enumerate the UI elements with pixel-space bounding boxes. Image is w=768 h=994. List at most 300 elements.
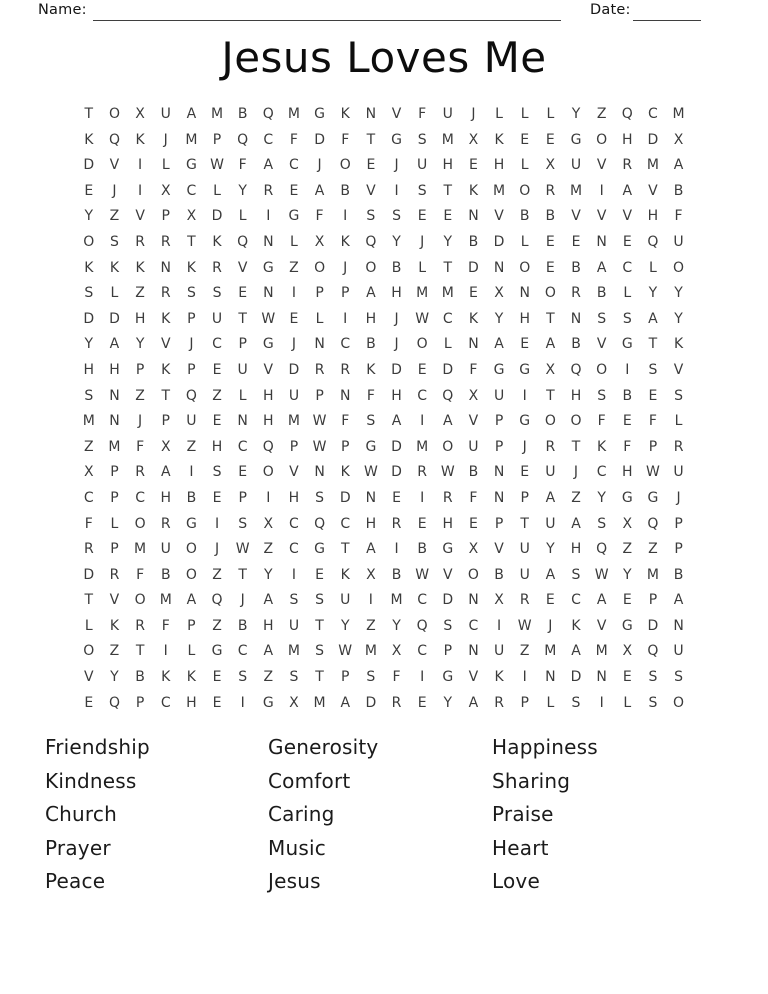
grid-letter: Q (262, 106, 274, 122)
grid-letter: M (441, 131, 454, 148)
grid-letter: F (289, 131, 298, 148)
grid-letter: J (394, 336, 399, 353)
grid-letter: D (442, 361, 454, 378)
word-list-item: Jesus (268, 869, 321, 894)
grid-letter: L (495, 106, 503, 122)
grid-letter: G (621, 336, 633, 353)
grid-letter: I (240, 694, 245, 711)
grid-letter: K (494, 131, 504, 148)
grid-letter: T (135, 643, 145, 660)
grid-letter: E (84, 694, 94, 711)
grid-letter: K (186, 669, 196, 686)
grid-letter: X (160, 182, 171, 199)
grid-letter: H (442, 157, 454, 174)
grid-letter: C (596, 464, 607, 481)
grid-letter: M (569, 182, 583, 199)
grid-letter: M (595, 643, 608, 660)
grid-letter: K (212, 233, 222, 250)
grid-letter: I (599, 182, 604, 199)
grid-letter: K (571, 617, 581, 634)
grid-letter: M (134, 541, 147, 558)
grid-letter: N (570, 310, 582, 327)
grid-letter: N (596, 669, 607, 686)
grid-letter: M (82, 413, 95, 430)
grid-letter: S (571, 566, 581, 583)
grid-letter: H (391, 285, 402, 302)
grid-letter: L (546, 694, 555, 711)
grid-letter: U (186, 413, 197, 430)
grid-letter: V (237, 259, 248, 276)
page-title: Jesus Loves Me (221, 33, 547, 82)
grid-letter: L (418, 259, 427, 276)
grid-letter: E (212, 361, 222, 378)
grid-letter: E (212, 669, 222, 686)
grid-letter: W (594, 566, 609, 583)
grid-letter: S (315, 643, 325, 660)
grid-letter: G (262, 259, 274, 276)
grid-letter: J (163, 131, 168, 148)
grid-letter: W (261, 310, 276, 327)
grid-letter: A (596, 259, 607, 276)
grid-letter: N (468, 643, 479, 660)
grid-row (76, 665, 692, 691)
grid-letter: Y (622, 566, 632, 583)
grid-letter: C (622, 259, 633, 276)
grid-letter: Z (109, 643, 120, 660)
grid-letter: L (84, 617, 93, 634)
grid-letter: S (366, 669, 376, 686)
grid-letter: P (315, 387, 324, 404)
grid-letter: G (185, 515, 197, 532)
grid-letter: T (520, 515, 529, 532)
word-list-item: Church (45, 802, 117, 827)
grid-letter: B (391, 259, 402, 276)
grid-letter: J (420, 233, 425, 250)
grid-letter: X (468, 541, 479, 558)
grid-letter: Z (289, 259, 299, 276)
grid-letter: Y (648, 285, 658, 302)
grid-letter: G (493, 361, 505, 378)
grid-letter: P (289, 438, 299, 455)
grid-letter: Q (108, 694, 120, 711)
grid-row (76, 614, 692, 640)
grid-letter: P (341, 438, 350, 455)
grid-letter: L (623, 694, 632, 711)
grid-letter: U (211, 310, 223, 327)
grid-letter: O (673, 694, 685, 711)
grid-letter: U (160, 541, 171, 558)
grid-letter: V (289, 464, 299, 481)
grid-letter: I (394, 541, 399, 558)
grid-letter: F (315, 208, 324, 225)
grid-letter: E (545, 592, 555, 609)
grid-letter: S (84, 285, 94, 302)
grid-letter: Y (571, 106, 581, 122)
grid-letter: K (673, 336, 684, 353)
grid-letter: Q (442, 387, 454, 404)
grid-row (76, 332, 692, 358)
grid-letter: L (546, 106, 555, 122)
grid-letter: S (674, 387, 683, 404)
name-label: Name: (38, 2, 87, 18)
grid-letter: E (212, 489, 222, 506)
grid-letter: Z (84, 438, 94, 455)
grid-letter: R (391, 515, 402, 532)
grid-letter: S (648, 361, 658, 378)
grid-letter: X (622, 515, 633, 532)
grid-letter: Q (647, 515, 659, 532)
grid-letter: D (211, 208, 223, 225)
grid-letter: K (340, 464, 350, 481)
grid-letter: G (647, 489, 659, 506)
grid-letter: U (519, 541, 530, 558)
grid-letter: L (290, 233, 298, 250)
grid-letter: A (263, 157, 274, 174)
grid-letter: X (468, 131, 479, 148)
grid-letter: A (366, 541, 376, 558)
grid-letter: D (288, 361, 300, 378)
grid-row (76, 409, 692, 435)
grid-letter: H (442, 515, 454, 532)
grid-letter: U (673, 643, 684, 660)
grid-letter: V (596, 336, 607, 353)
grid-letter: O (544, 285, 556, 302)
grid-letter: P (187, 310, 196, 327)
grid-letter: D (493, 233, 505, 250)
grid-letter: V (263, 361, 274, 378)
grid-letter: V (494, 541, 504, 558)
grid-letter: E (520, 131, 530, 148)
grid-letter: O (519, 259, 531, 276)
grid-letter: O (83, 643, 95, 660)
grid-letter: I (368, 592, 373, 609)
grid-letter: Y (135, 336, 145, 353)
grid-letter: X (186, 208, 197, 225)
grid-letter: J (291, 336, 297, 353)
grid-letter: A (366, 285, 376, 302)
grid-letter: B (186, 489, 197, 506)
grid-letter: A (622, 182, 633, 199)
grid-letter: N (109, 387, 120, 404)
grid-letter: R (135, 464, 145, 481)
grid-letter: X (391, 643, 402, 660)
grid-letter: K (340, 233, 350, 250)
grid-row (76, 307, 692, 333)
grid-letter: N (596, 233, 607, 250)
grid-letter: P (187, 361, 196, 378)
grid-letter: I (138, 157, 143, 174)
grid-letter: E (392, 489, 401, 506)
word-list-item: Love (492, 869, 540, 894)
grid-letter: I (420, 669, 425, 686)
grid-letter: B (237, 106, 248, 122)
grid-letter: N (314, 336, 325, 353)
grid-letter: C (263, 131, 274, 148)
word-list-item: Generosity (268, 735, 379, 759)
grid-letter: Q (314, 515, 326, 532)
grid-letter: B (519, 208, 530, 225)
grid-row (76, 537, 692, 563)
grid-letter: F (674, 208, 683, 225)
grid-letter: E (545, 259, 555, 276)
grid-letter: B (237, 617, 248, 634)
word-list-item: Comfort (268, 768, 351, 793)
grid-letter: J (394, 157, 399, 174)
grid-letter: C (160, 694, 171, 711)
grid-letter: V (494, 208, 504, 225)
grid-letter: U (545, 464, 556, 481)
grid-letter: Q (647, 233, 659, 250)
grid-letter: Q (237, 233, 249, 250)
grid-letter: X (263, 515, 274, 532)
grid-letter: M (287, 106, 300, 122)
grid-letter: E (622, 592, 632, 609)
grid-letter: U (288, 387, 300, 404)
grid-letter: K (135, 259, 145, 276)
grid-letter: P (315, 285, 324, 302)
word-list-item: Friendship (45, 735, 150, 759)
word-list-column (492, 731, 598, 899)
grid-letter: M (185, 131, 198, 148)
grid-letter: G (365, 438, 377, 455)
grid-letter: I (291, 566, 297, 583)
grid-letter: K (109, 617, 120, 634)
grid-letter: D (391, 361, 402, 378)
grid-letter: H (493, 157, 505, 174)
grid-letter: R (83, 541, 94, 558)
grid-letter: S (571, 694, 581, 711)
grid-letter: U (545, 515, 556, 532)
grid-letter: P (648, 592, 658, 609)
grid-letter: G (442, 669, 454, 686)
grid-letter: F (161, 617, 170, 634)
grid-letter: N (365, 106, 377, 122)
grid-row (76, 256, 692, 282)
grid-letter: S (289, 592, 299, 609)
grid-letter: W (338, 643, 353, 660)
grid-letter: G (519, 413, 531, 430)
grid-letter: T (238, 566, 247, 583)
grid-letter: B (622, 387, 633, 404)
grid-letter: N (314, 464, 325, 481)
date-blank-line (633, 20, 701, 21)
grid-letter: B (673, 182, 684, 199)
grid-letter: T (315, 669, 324, 686)
grid-letter: P (161, 208, 170, 225)
grid-letter: M (108, 438, 121, 455)
grid-letter: E (315, 566, 325, 583)
grid-letter: I (394, 182, 399, 199)
grid-letter: U (237, 361, 248, 378)
grid-letter: T (340, 541, 350, 558)
grid-letter: E (469, 157, 478, 174)
grid-letter: P (187, 617, 196, 634)
grid-letter: I (291, 285, 297, 302)
grid-letter: J (189, 336, 194, 353)
grid-letter: Y (392, 233, 401, 250)
grid-letter: P (110, 541, 119, 558)
grid-letter: E (417, 515, 427, 532)
grid-letter: Z (519, 643, 530, 660)
grid-letter: I (189, 464, 194, 481)
grid-letter: O (570, 413, 582, 430)
grid-letter: U (570, 157, 582, 174)
grid-letter: O (185, 541, 197, 558)
grid-row (76, 281, 692, 307)
grid-letter: L (649, 259, 657, 276)
grid-letter: H (622, 131, 633, 148)
grid-letter: A (571, 643, 581, 660)
grid-letter: X (494, 285, 504, 302)
grid-letter: A (186, 592, 197, 609)
grid-letter: K (135, 131, 145, 148)
grid-letter: L (520, 106, 529, 122)
grid-letter: Z (648, 541, 658, 558)
grid-letter: Z (366, 617, 376, 634)
grid-letter: U (442, 106, 453, 122)
grid-letter: P (212, 131, 222, 148)
grid-letter: M (646, 566, 659, 583)
grid-letter: N (519, 285, 530, 302)
grid-letter: Y (340, 617, 350, 634)
grid-letter: R (135, 233, 145, 250)
grid-letter: D (570, 669, 582, 686)
grid-letter: O (185, 566, 197, 583)
grid-letter: R (622, 157, 633, 174)
grid-letter: T (546, 387, 555, 404)
grid-letter: N (493, 464, 505, 481)
grid-letter: T (571, 438, 581, 455)
grid-letter: P (674, 541, 683, 558)
grid-letter: O (596, 361, 608, 378)
grid-letter: O (83, 233, 95, 250)
grid-letter: F (392, 669, 401, 686)
grid-letter: D (339, 489, 351, 506)
grid-letter: V (160, 336, 171, 353)
grid-letter: T (443, 259, 453, 276)
grid-letter: M (313, 694, 326, 711)
grid-letter: G (314, 541, 326, 558)
grid-letter: X (545, 157, 556, 174)
grid-letter: G (262, 694, 274, 711)
grid-letter: A (186, 106, 197, 122)
grid-letter: H (263, 413, 274, 430)
grid-letter: N (545, 669, 556, 686)
grid-letter: S (366, 413, 376, 430)
grid-letter: Q (211, 592, 223, 609)
grid-letter: V (596, 157, 607, 174)
grid-letter: A (263, 643, 274, 660)
grid-letter: I (522, 387, 527, 404)
word-list-column (268, 731, 378, 899)
grid-letter: E (84, 182, 94, 199)
grid-letter: U (160, 106, 171, 122)
grid-letter: F (597, 413, 606, 430)
grid-letter: N (673, 617, 684, 634)
grid-letter: Y (443, 694, 453, 711)
grid-letter: Q (647, 643, 659, 660)
grid-letter: G (621, 489, 633, 506)
grid-letter: N (468, 336, 479, 353)
grid-letter: B (135, 669, 145, 686)
grid-letter: Y (443, 233, 453, 250)
grid-letter: B (571, 259, 581, 276)
grid-letter: E (289, 182, 299, 199)
grid-letter: J (471, 106, 476, 122)
grid-letter: R (545, 182, 556, 199)
grid-letter: S (315, 489, 325, 506)
grid-letter: V (109, 592, 120, 609)
grid-letter: T (84, 592, 94, 609)
grid-letter: G (262, 336, 274, 353)
grid-letter: M (416, 285, 429, 302)
grid-letter: L (315, 310, 324, 327)
grid-letter: C (135, 489, 145, 506)
grid-letter: D (391, 438, 402, 455)
grid-letter: C (417, 387, 428, 404)
grid-letter: A (263, 592, 274, 609)
grid-letter: N (263, 285, 274, 302)
grid-letter: V (135, 208, 145, 225)
grid-letter: B (417, 541, 427, 558)
grid-letter: S (212, 285, 222, 302)
grid-letter: Z (135, 285, 145, 302)
grid-letter: J (676, 489, 681, 506)
grid-letter: O (442, 438, 454, 455)
grid-letter: C (237, 643, 248, 660)
grid-letter: O (673, 259, 685, 276)
grid-letter: M (672, 106, 685, 122)
grid-letter: L (623, 285, 632, 302)
grid-letter: N (109, 413, 120, 430)
grid-letter: Y (84, 208, 94, 225)
grid-letter: E (545, 131, 555, 148)
grid-letter: U (519, 566, 530, 583)
grid-letter: R (519, 592, 530, 609)
name-blank-line (93, 20, 561, 21)
grid-letter: V (84, 669, 94, 686)
grid-letter: L (110, 515, 119, 532)
grid-letter: C (648, 106, 658, 122)
grid-letter: X (366, 566, 376, 583)
grid-letter: O (416, 336, 428, 353)
word-list-item: Kindness (45, 768, 137, 793)
grid-letter: L (238, 208, 247, 225)
grid-letter: Z (571, 489, 581, 506)
grid-letter: T (315, 617, 324, 634)
grid-letter: F (366, 387, 375, 404)
grid-letter: V (443, 566, 453, 583)
grid-letter: A (443, 413, 453, 430)
grid-letter: S (417, 131, 427, 148)
grid-letter: J (394, 310, 399, 327)
grid-letter: M (159, 592, 172, 609)
grid-letter: R (263, 182, 274, 199)
grid-letter: F (648, 413, 657, 430)
grid-letter: P (341, 669, 350, 686)
grid-row (76, 153, 692, 179)
grid-row (76, 691, 692, 717)
grid-letter: H (211, 438, 223, 455)
grid-letter: J (548, 617, 553, 634)
grid-letter: I (497, 617, 502, 634)
grid-letter: X (160, 438, 171, 455)
grid-letter: E (648, 387, 658, 404)
grid-letter: O (262, 464, 274, 481)
grid-letter: I (420, 489, 425, 506)
grid-letter: S (110, 233, 119, 250)
grid-letter: E (238, 464, 248, 481)
